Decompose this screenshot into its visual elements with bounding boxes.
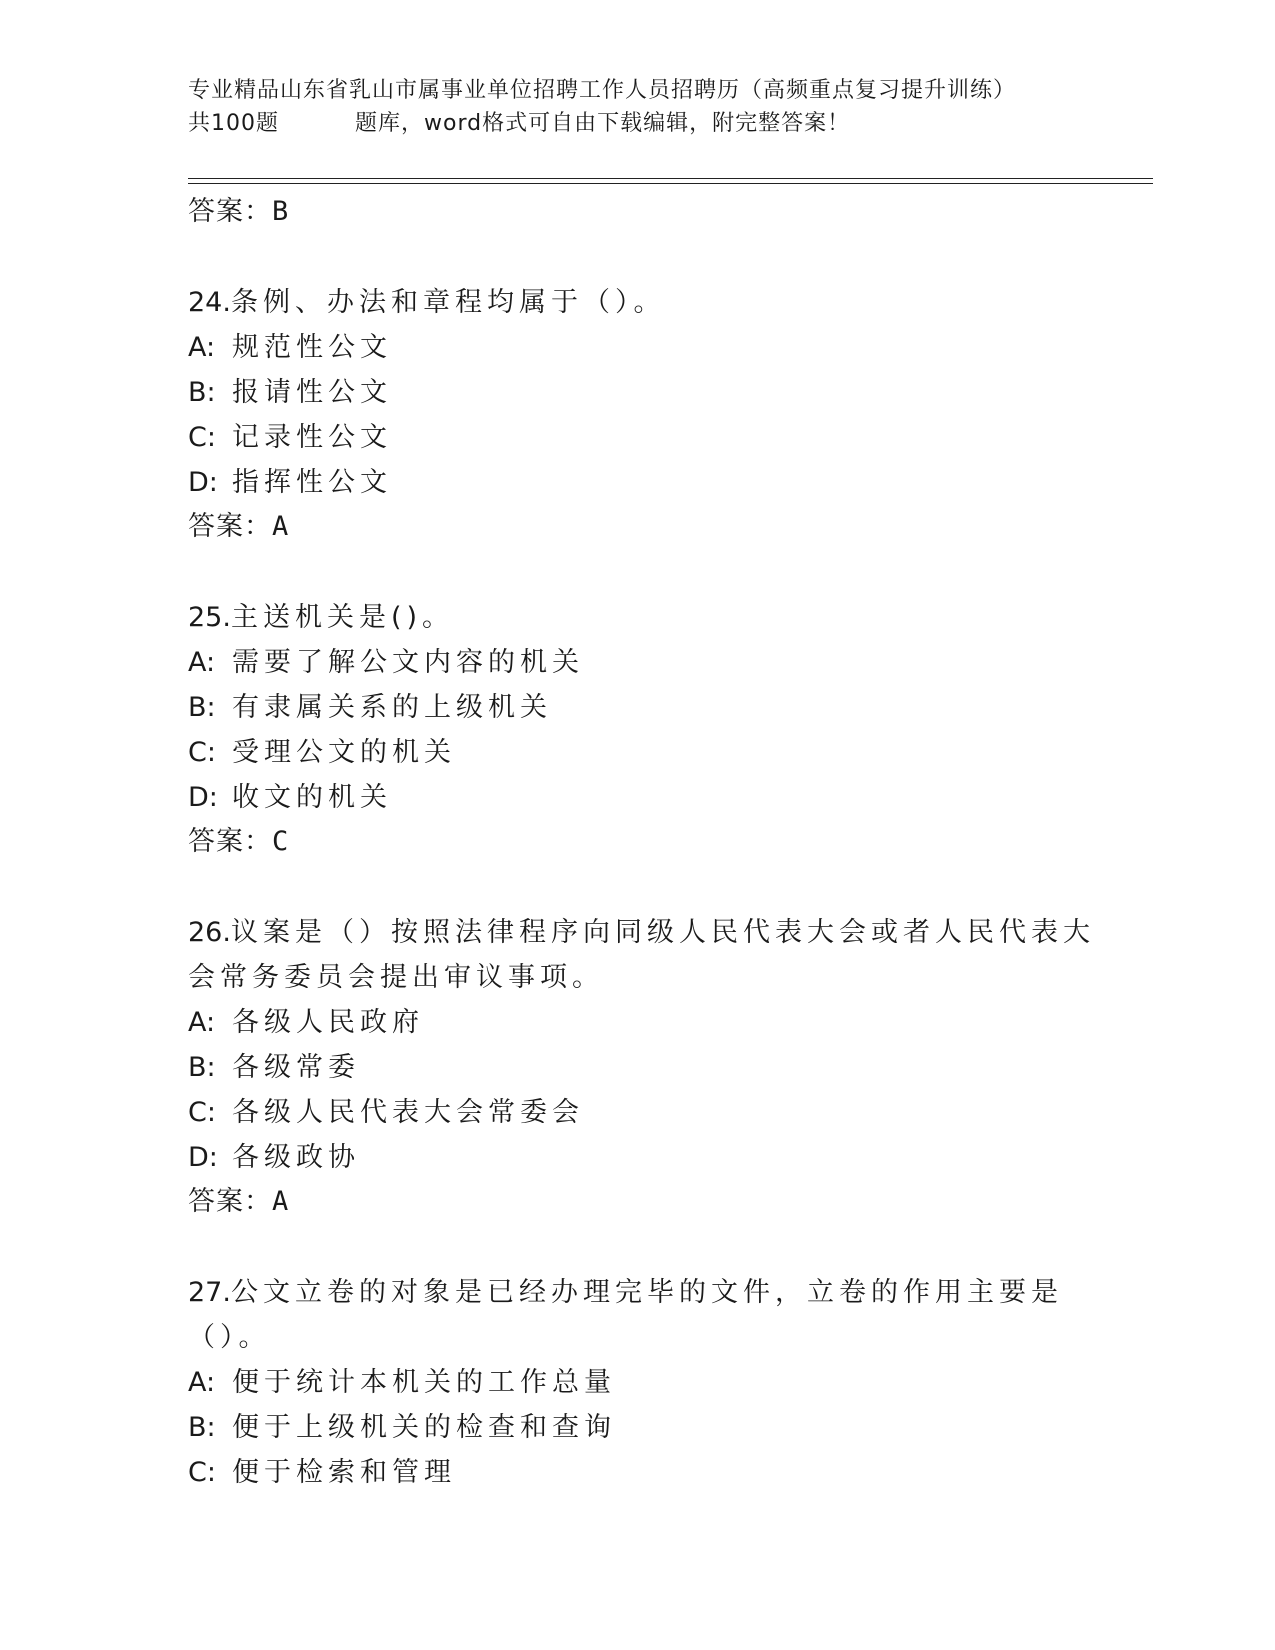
option-c	[188, 1090, 1108, 1135]
option-b	[188, 370, 1108, 415]
question-item	[188, 280, 1108, 549]
option-key: A:	[188, 647, 216, 678]
option-key: A:	[188, 332, 216, 363]
option-text: 收文的机关	[232, 782, 392, 813]
question-stem	[188, 1270, 1108, 1360]
option-text: 需要了解公文内容的机关	[232, 647, 584, 678]
option-c	[188, 730, 1108, 775]
option-d	[188, 460, 1108, 505]
answer-label: 答案：	[188, 1186, 272, 1217]
option-a	[188, 1360, 1108, 1405]
header-divider-top	[188, 178, 1153, 179]
question-count: 共100题	[188, 111, 279, 136]
answer-value: A	[272, 511, 290, 542]
question-text: 议案是（）按照法律程序向同级人民代表大会或者人民代表大会常务委员会提出审议事项。	[188, 917, 1095, 993]
option-d	[188, 775, 1108, 820]
option-text: 便于统计本机关的工作总量	[232, 1367, 616, 1398]
option-b	[188, 685, 1108, 730]
header-title-line: 专业精品山东省乳山市属事业单位招聘工作人员招聘历（高频重点复习提升训练）	[188, 78, 1017, 103]
question-list	[188, 190, 1108, 1495]
option-key: B:	[188, 377, 216, 408]
option-a	[188, 325, 1108, 370]
option-text: 指挥性公文	[232, 467, 392, 498]
option-key: B:	[188, 692, 216, 723]
question-item	[188, 910, 1108, 1224]
question-number: 26.	[188, 917, 231, 948]
option-text: 便于上级机关的检查和查询	[232, 1412, 616, 1443]
option-key: C:	[188, 422, 216, 453]
option-key: B:	[188, 1052, 216, 1083]
question-stem	[188, 595, 1108, 640]
question-stem	[188, 280, 1108, 325]
answer-value: A	[272, 1186, 290, 1217]
option-key: C:	[188, 1097, 216, 1128]
option-text: 记录性公文	[232, 422, 392, 453]
option-key: D:	[188, 467, 218, 498]
option-text: 规范性公文	[232, 332, 392, 363]
option-text: 报请性公文	[232, 377, 392, 408]
option-text: 受理公文的机关	[232, 737, 456, 768]
header-subtitle-line	[188, 107, 1088, 140]
question-stem	[188, 910, 1108, 1000]
option-text: 各级常委	[232, 1052, 360, 1083]
header-divider-bottom	[188, 183, 1153, 184]
option-c	[188, 415, 1108, 460]
answer-value: C	[272, 826, 290, 857]
question-item	[188, 595, 1108, 864]
option-b	[188, 1045, 1108, 1090]
question-number: 27.	[188, 1277, 231, 1308]
option-b	[188, 1405, 1108, 1450]
question-text: 公文立卷的对象是已经办理完毕的文件，立卷的作用主要是（）。	[188, 1277, 1063, 1353]
header-description: 题库，word格式可自由下载编辑，附完整答案！	[355, 111, 851, 136]
answer-line	[188, 190, 1108, 234]
answer-value: B	[272, 196, 290, 227]
question-number: 24.	[188, 287, 231, 318]
option-key: A:	[188, 1007, 216, 1038]
option-key: C:	[188, 737, 216, 768]
option-a	[188, 640, 1108, 685]
option-key: B:	[188, 1412, 216, 1443]
option-text: 有隶属关系的上级机关	[232, 692, 552, 723]
option-key: A:	[188, 1367, 216, 1398]
option-key: D:	[188, 782, 218, 813]
option-text: 便于检索和管理	[232, 1457, 456, 1488]
option-d	[188, 1135, 1108, 1180]
question-text: 主送机关是()。	[230, 602, 455, 633]
page-header	[188, 74, 1088, 140]
option-key: C:	[188, 1457, 216, 1488]
answer-line	[188, 820, 1108, 864]
question-text: 条例、办法和章程均属于（）。	[230, 287, 666, 318]
option-text: 各级政协	[232, 1142, 360, 1173]
answer-label: 答案：	[188, 196, 272, 227]
option-text: 各级人民代表大会常委会	[232, 1097, 584, 1128]
option-key: D:	[188, 1142, 218, 1173]
question-number: 25.	[188, 602, 231, 633]
option-c	[188, 1450, 1108, 1495]
question-item	[188, 1270, 1108, 1495]
option-text: 各级人民政府	[232, 1007, 424, 1038]
answer-label: 答案：	[188, 826, 272, 857]
answer-line	[188, 505, 1108, 549]
answer-label: 答案：	[188, 511, 272, 542]
option-a	[188, 1000, 1108, 1045]
answer-line	[188, 1180, 1108, 1224]
